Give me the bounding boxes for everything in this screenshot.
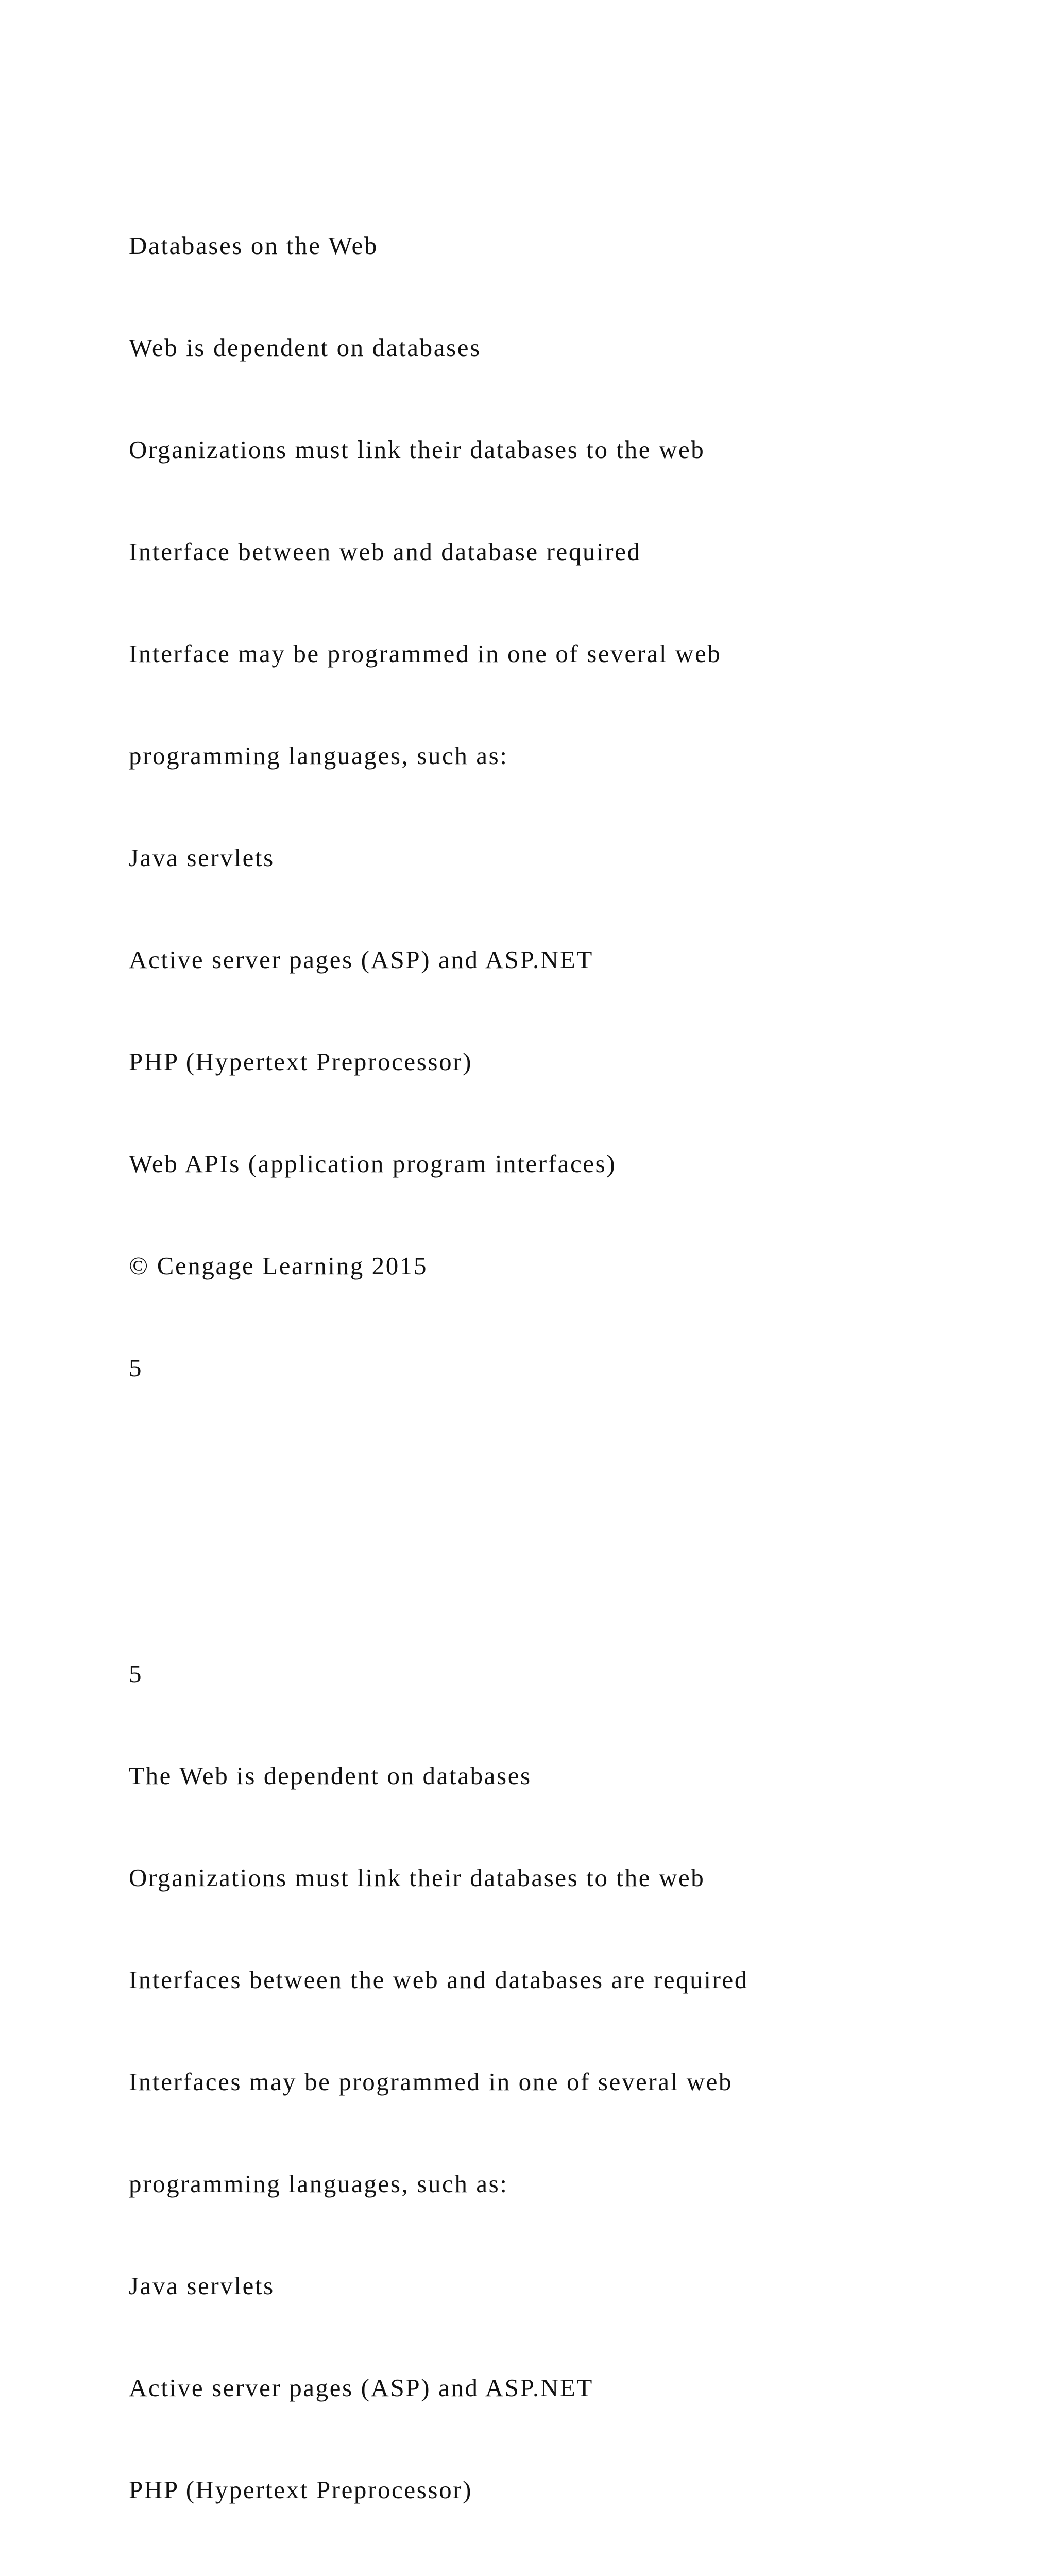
text-line: Active server pages (ASP) and ASP.NET — [129, 945, 593, 974]
text-line: programming languages, such as: — [129, 741, 508, 770]
text-line: programming languages, such as: — [129, 2170, 508, 2198]
text-line: Active server pages (ASP) and ASP.NET — [129, 2374, 593, 2402]
heading-databases-on-the-web: Databases on the Web — [129, 231, 378, 260]
blank-line — [129, 1555, 1005, 1589]
slide-number: 5 — [129, 1659, 143, 1688]
text-line: Organizations must link their databases to the web — [129, 435, 705, 464]
copyright-line: © Cengage Learning 2015 — [129, 1251, 428, 1280]
text-line: Java servlets — [129, 2272, 275, 2300]
text-line: Organizations must link their databases to the web — [129, 1863, 705, 1892]
text-line — [129, 2575, 1005, 2576]
text-line: Interface between web and database required — [129, 537, 641, 566]
text-line: Interface may be programmed in one of several web — [129, 639, 722, 668]
text-line: Web APIs (application program interfaces) — [129, 1149, 617, 1178]
text-line: PHP (Hypertext Preprocessor) — [129, 2476, 473, 2504]
text-line: Web is dependent on databases — [129, 333, 481, 362]
text-line: Interfaces between the web and databases are required — [129, 1965, 748, 1994]
blank-line — [129, 1453, 1005, 1487]
text-line: The Web is dependent on databases — [129, 1761, 532, 1790]
text-line: PHP (Hypertext Preprocessor) — [129, 1047, 473, 1076]
slide-number: 5 — [129, 1353, 143, 1382]
document-text — [129, 161, 1005, 2576]
text-line: Java servlets — [129, 843, 275, 872]
text-line: Interfaces may be programmed in one of several web — [129, 2067, 733, 2096]
